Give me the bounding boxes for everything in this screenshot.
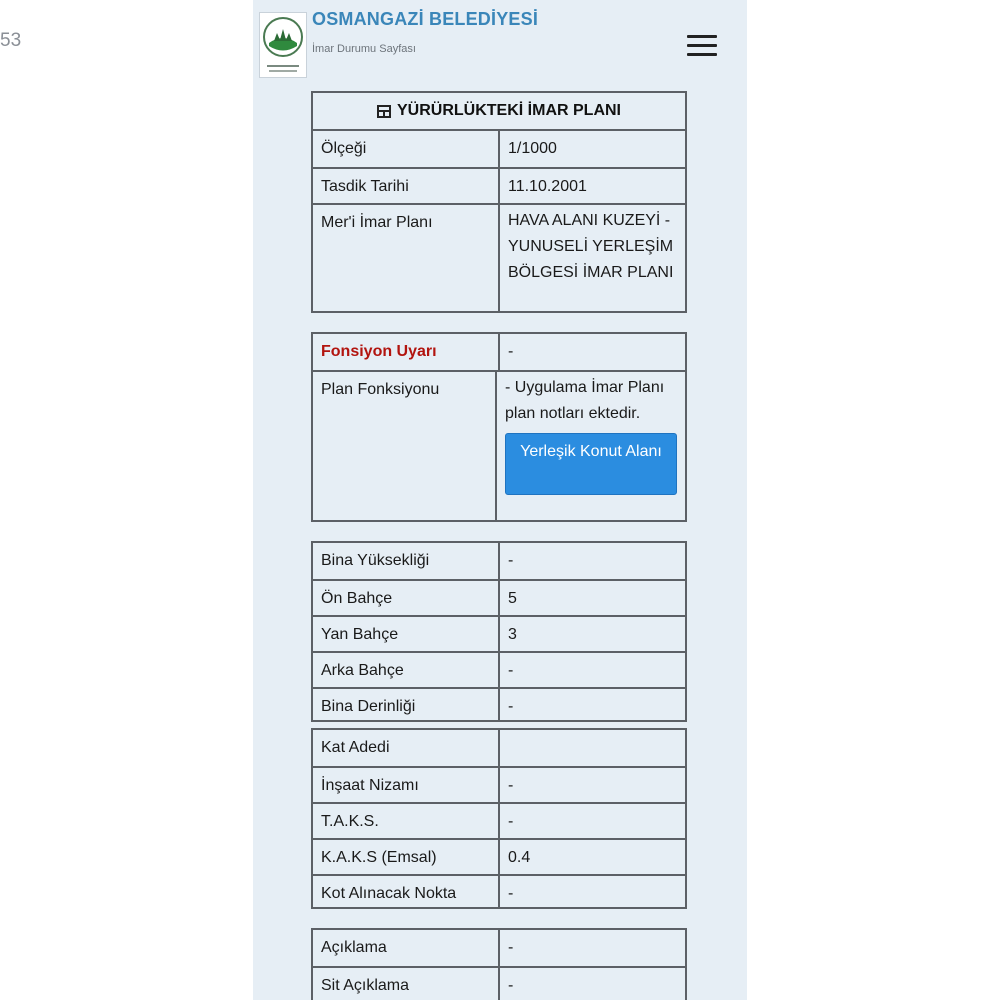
scale-label: Ölçeği <box>313 131 500 167</box>
building-setbacks-card <box>311 541 687 722</box>
front-garden-label: Ön Bahçe <box>313 581 500 615</box>
table-row <box>313 838 685 874</box>
function-warning-value: - <box>508 343 514 360</box>
hamburger-menu-icon[interactable] <box>685 33 719 59</box>
construction-order-value: - <box>508 777 514 794</box>
description-value: - <box>508 939 514 956</box>
plan-function-cell <box>497 372 685 520</box>
table-row <box>313 131 685 167</box>
construction-card <box>311 728 687 909</box>
current-plan-title <box>313 93 685 131</box>
building-height-label: Bina Yüksekliği <box>313 543 500 579</box>
elevation-point-value: - <box>508 885 514 902</box>
back-garden-label: Arka Bahçe <box>313 653 500 687</box>
notes-card <box>311 928 687 1000</box>
table-row <box>313 615 685 651</box>
table-row <box>313 930 685 966</box>
partial-counter-text: 53 <box>0 30 22 51</box>
building-height-value: - <box>508 552 514 569</box>
table-row <box>313 334 685 370</box>
front-garden-value: 5 <box>508 590 517 607</box>
description-label: Açıklama <box>313 930 500 966</box>
site-header <box>253 0 747 84</box>
table-row <box>313 543 685 579</box>
taks-label: T.A.K.S. <box>313 804 500 838</box>
table-row <box>313 766 685 802</box>
floor-count-label: Kat Adedi <box>313 730 500 766</box>
floor-count-value <box>500 730 685 766</box>
plan-function-value: - Uygulama İmar Planı plan notları ektedir. <box>505 379 665 422</box>
side-garden-label: Yan Bahçe <box>313 617 500 651</box>
approval-date-label: Tasdik Tarihi <box>313 169 500 203</box>
back-garden-value: - <box>508 662 514 679</box>
building-depth-label: Bina Derinliği <box>313 689 500 720</box>
municipality-logo[interactable] <box>259 12 307 78</box>
table-row <box>313 802 685 838</box>
table-row <box>313 687 685 720</box>
function-card <box>311 332 687 522</box>
site-description-value: - <box>508 977 514 994</box>
valid-plan-label: Mer'i İmar Planı <box>313 205 500 313</box>
site-subtitle: İmar Durumu Sayfası <box>312 43 416 55</box>
scale-value: 1/1000 <box>508 140 557 157</box>
valid-plan-value: HAVA ALANI KUZEYİ - YUNUSELİ YERLEŞİM BÖLGESİ İMAR PLANI <box>508 212 674 281</box>
table-row <box>313 579 685 615</box>
site-title[interactable]: OSMANGAZİ BELEDİYESİ <box>312 9 539 29</box>
table-row <box>313 167 685 203</box>
construction-order-label: İnşaat Nizamı <box>313 768 500 802</box>
table-row <box>313 874 685 907</box>
site-description-label: Sit Açıklama <box>313 968 500 1000</box>
taks-value: - <box>508 813 514 830</box>
table-row <box>313 203 685 313</box>
mobile-page <box>253 0 747 1000</box>
building-depth-value: - <box>508 698 514 715</box>
kaks-value: 0.4 <box>508 849 531 866</box>
plan-function-label: Plan Fonksiyonu <box>313 372 497 520</box>
current-plan-title-text: YÜRÜRLÜKTEKİ İMAR PLANI <box>397 102 621 119</box>
kaks-label: K.A.K.S (Emsal) <box>313 840 500 874</box>
residential-area-button[interactable]: Yerleşik Konut Alanı <box>505 433 677 495</box>
current-plan-card <box>311 91 687 313</box>
function-warning-label: Fonsiyon Uyarı <box>313 334 500 370</box>
table-row <box>313 966 685 1000</box>
table-row <box>313 730 685 766</box>
elevation-point-label: Kot Alınacak Nokta <box>313 876 500 907</box>
approval-date-value: 11.10.2001 <box>508 178 587 195</box>
side-garden-value: 3 <box>508 626 517 643</box>
table-row <box>313 651 685 687</box>
table-row <box>313 370 685 520</box>
table-icon <box>377 105 391 118</box>
